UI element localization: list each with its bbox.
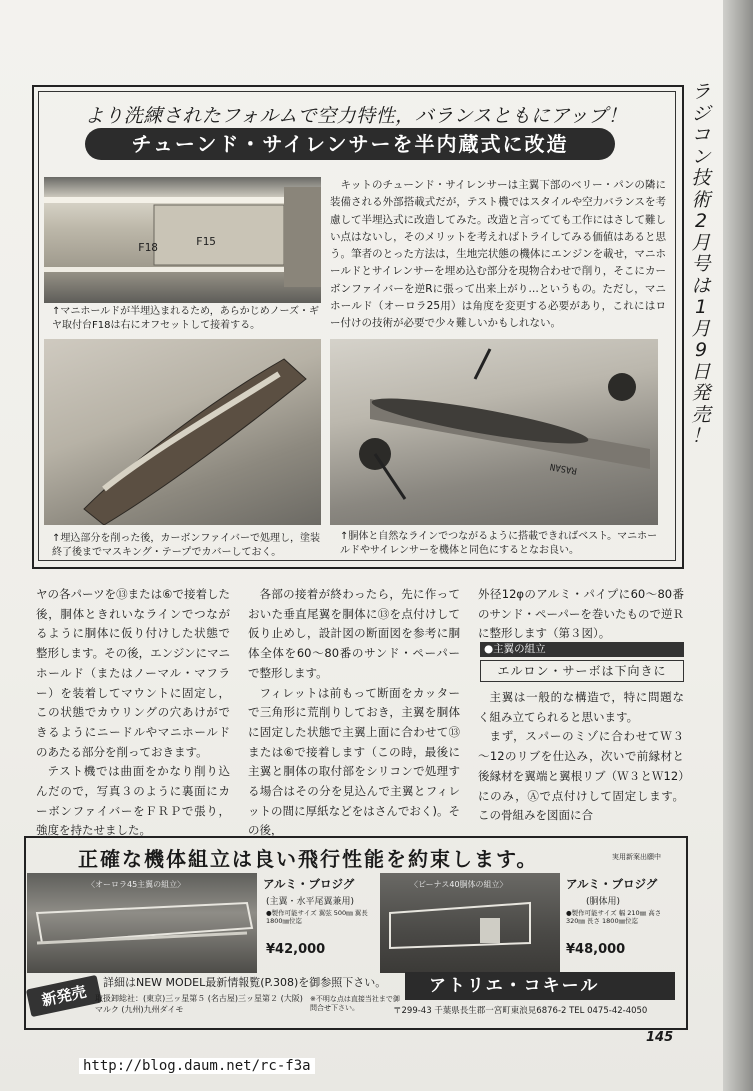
- caption-photo-2: ↑埋込部分を削った後，カーボンファイバーで処理し，塗装終了後までマスキング・テープでカバーしておく。: [52, 533, 320, 558]
- ad-photo-label-1: 〈オーロラ45主翼の組立〉: [87, 880, 186, 889]
- paragraph: 各部の接着が終わったら，先に作っておいた垂直尾翼を胴体に⑬を点付けして仮り止めし，設計図の断面図を参考に胴体全体を60～80番のサンド・ペーパーで整形します。: [248, 587, 460, 680]
- paragraph: テスト機では曲面をかなり削り込んだので，写真３のように裏面にカーボンファイバーをＦＲＰで張り，強度を持たせました。: [36, 764, 230, 838]
- photo-manifold-offset: [44, 177, 321, 303]
- article-headline: より洗練されたフォルムで空力特性，バランスともにアップ！: [84, 105, 628, 127]
- vertical-char: 月: [691, 231, 711, 254]
- source-url: http://blog.daum.net/rc-f3a: [79, 1058, 315, 1074]
- photo-label-f18: F18: [138, 241, 158, 254]
- ad-patent-note: 実用新案出願中: [612, 853, 661, 861]
- article-banner: チューンド・サイレンサーを半内蔵式に改造: [85, 128, 615, 160]
- vertical-char: は: [691, 274, 711, 297]
- vertical-char: 日: [691, 360, 711, 383]
- article-intro: キットのチューンド・サイレンサーは主翼下部のベリー・パンの隣に装備される外部搭載式だが，テスト機ではスタイルや空力バランスを考慮して半埋込式に改造してみた。改造と言ってても工作にはさして難しい点はないし，そのメリットを考えればトライしてみる価値はあると思う。筆者のとった方法は，生地完状態の機体にエンジンを載せ，マニホールドとサイレンサーを埋め込む部分を現物合わせで削り，そこにカーボンファイバーを逆Rに張って出来上がり…というもの。ただし，マニホールド（オーロラ25用）は角度を変更する必要があり，これにはロー付けの技術が必要で少々難しいかもしれない。: [330, 179, 666, 330]
- vertical-char: 号: [691, 253, 711, 275]
- ad-new-release-badge: 新発売: [26, 975, 102, 1017]
- paragraph: 主翼は一般的な構造で，特に問題なく組み立てられると思います。: [478, 690, 684, 724]
- photo-installed-silencer: [330, 339, 658, 525]
- ad-photo-label-2: 〈ビーナス40胴体の組立〉: [410, 880, 508, 889]
- body-column-3-top: [478, 585, 684, 644]
- ad-product-2-price: ¥48,000: [566, 942, 626, 957]
- vertical-char: 2: [694, 210, 708, 232]
- ad-inquiry-note: ※不明な点は直接当社まで御問合せ下さい。: [310, 995, 400, 1012]
- paragraph: 外径12φのアルミ・パイプに60～80番のサンド・ペーパーを巻いたもので逆Ｒに整形します（第３図）。: [478, 587, 684, 641]
- photo-aircraft-silencer-drawing: [330, 339, 658, 525]
- caption-photo-3: ↑胴体と自然なラインでつながるように搭載できればベスト。マニホールドやサイレンサーを機体と同色にするとなお良い。: [340, 531, 658, 556]
- ad-product-1-spec: ●製作可能サイズ 翼弦 500㎜ 翼長 1800㎜位迄: [266, 909, 368, 925]
- ad-detail-reference: 詳細はNEW MODEL最新情報覧(P.308)を御参照下さい。: [103, 976, 387, 989]
- ad-product-1-name: アルミ・ブロジグ: [263, 877, 355, 891]
- ad-product-2-name: アルミ・ブロジグ: [566, 877, 658, 891]
- ad-distributors: 取扱卸総社：(東京)三ッ星第５ (名古屋)三ッ星第２ (大阪)マルク (九州)九州ダイモ: [95, 994, 303, 1014]
- vertical-char: 月: [691, 317, 711, 340]
- paragraph: フィレットは前もって断面をカッターで三角形に荒削りしておき，主翼を胴体に固定した状態で主翼上面に合わせて⑬または⑥で接着します（この時，最後に主翼と胴体の取付部をシリコンで処理する場合はその分を見込んで主翼とフィレットの間に厚紙などをはさんでおく)。その後，: [248, 685, 460, 838]
- ad-product-2-sub: (胴体用): [586, 897, 621, 907]
- ad-photo-wing-jig: [27, 873, 257, 973]
- vertical-char: 9: [694, 339, 708, 361]
- photo-label-f15: F15: [196, 235, 216, 248]
- vertical-char: ！: [691, 425, 711, 447]
- vertical-char: 技: [691, 167, 711, 189]
- ad-product-1-sub: (主翼・水平尾翼兼用): [266, 897, 355, 907]
- paragraph: まず，スパーのミゾに合わせてＷ３～12のリブを仕込み，次いで前縁材と後縁材を翼端と翼根リブ（Ｗ３とＷ12）にのみ，Ⓐで点付けして固定します。この骨組みを図面に合: [478, 729, 684, 823]
- photo-label-rasan: RASAN: [549, 460, 578, 476]
- body-column-3: [478, 688, 684, 826]
- photo-carbon-fiber-cover: [44, 339, 321, 525]
- caption-photo-1: ↑マニホールドが半埋込まれるため，あらかじめノーズ・ギヤ取付台F18は右にオフセットして接着する。: [52, 306, 319, 331]
- vertical-issue-notice: [688, 82, 714, 448]
- ad-headline: 正確な機体組立は良い飛行性能を約束します。: [78, 847, 539, 871]
- ad-company-address: 〒299-43 千葉県長生郡一宮町東浪見6876-2 TEL 0475-42-4050: [393, 1006, 648, 1016]
- vertical-char: コ: [691, 124, 711, 146]
- page-number: 145: [646, 1030, 674, 1045]
- section-subheading: エルロン・サーボは下向きに: [480, 660, 684, 682]
- ad-product-1-price: ¥42,000: [266, 942, 326, 957]
- vertical-char: 売: [691, 403, 711, 426]
- section-heading-wing-assembly: ●主翼の組立: [480, 642, 684, 657]
- page-spine-shadow: [723, 0, 753, 1091]
- vertical-char: ン: [691, 145, 711, 168]
- photo-fuselage-underside-drawing: [44, 339, 321, 525]
- ad-company-name: アトリエ・コキール: [405, 972, 675, 1000]
- body-column-2: [248, 585, 460, 841]
- ad-photo-fuselage-jig: [380, 873, 560, 973]
- ad-product-2-spec: ●製作可能サイズ 幅 210㎜ 高さ 320㎜ 長さ 1800㎜位迄: [566, 909, 662, 925]
- photo-fuselage-interior-drawing: [44, 177, 321, 303]
- vertical-char: ラ: [691, 81, 711, 103]
- vertical-char: ジ: [691, 102, 711, 125]
- vertical-char: 術: [691, 188, 711, 211]
- vertical-char: 発: [691, 382, 711, 404]
- body-column-1: [36, 585, 230, 841]
- vertical-char: 1: [694, 296, 708, 318]
- paragraph: ヤの各パーツを⑬または⑥で接着した後，胴体ときれいなラインでつながるように胴体に仮り付けした状態で整形します。その後，エンジンにマニホールド（またはノーマル・マフラー）を装着してマウントに固定し，この状態でカウリングの穴あけができるようにニードルやマニホールドのあたる部分を削っておきます。: [36, 587, 231, 759]
